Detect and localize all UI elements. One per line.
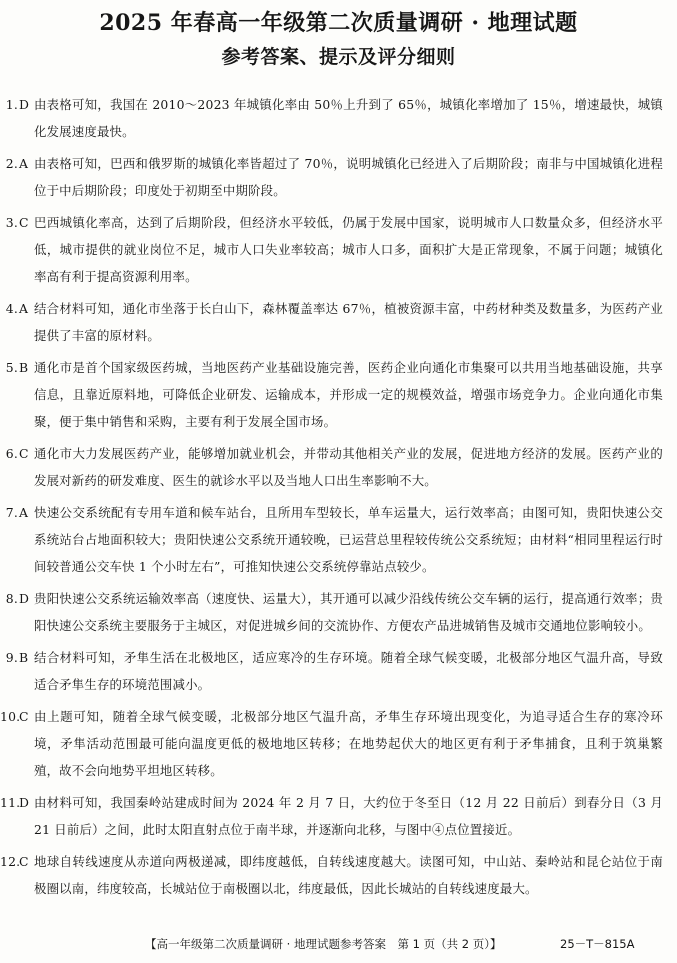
question-number: 7. <box>5 505 18 521</box>
answer-explanation: 贵阳快速公交系统运输效率高（速度快、运量大），其开通可以减少沿线传统公交车辆的运行，提高通行效率；贵阳快速公交系统主要服务于主城区，对促进城乡间的交流协作、方便农产品进城销售及城市交通地位影响较小。 <box>34 591 663 633</box>
answer-choice: B <box>19 360 29 376</box>
footer-code: 25－T－815A <box>560 937 635 951</box>
answer-choice: D <box>19 591 30 607</box>
answer-choice: A <box>19 156 29 172</box>
answer-item-5 <box>5 355 663 435</box>
answer-explanation: 快速公交系统配有专用车道和候车站台，且所用车型较长，单车运量大，运行效率高；由图可知，贵阳快速公交系统站台占地面积较大；贵阳快速公交系统开通较晚，已运营总里程较传统公交系统短；由材料“相同里程运行时间较普通公交车快 1 个小时左右”，可推知快速公交系统停靠站点较少。 <box>34 505 663 574</box>
answer-item-7 <box>5 500 663 580</box>
answer-choice: C <box>19 446 29 462</box>
answer-list <box>0 92 677 909</box>
answer-item-8 <box>5 586 663 639</box>
answer-explanation: 由上题可知，随着全球气候变暖，北极部分地区气温升高，矛隼生存环境出现变化，为追寻适合生存的寒冷环境，矛隼活动范围最可能向温度更低的极地地区转移；在地势起伏大的地区更有利于矛隼捕食，且利于筑巢繁殖，故不会向地势平坦地区转移。 <box>34 709 663 778</box>
question-number: 8. <box>5 591 18 607</box>
question-number: 1. <box>5 97 18 112</box>
answer-choice: D <box>19 795 30 811</box>
question-number: 5. <box>5 360 18 376</box>
answer-explanation: 结合材料可知，通化市坐落于长白山下，森林覆盖率达 67％，植被资源丰富，中药材种类及数量多，为医药产业提供了丰富的原材料。 <box>34 301 663 343</box>
answer-item-9 <box>5 645 663 698</box>
answer-choice: A <box>19 505 29 521</box>
question-number: 11. <box>0 795 21 811</box>
answer-explanation: 由表格可知，巴西和俄罗斯的城镇化率皆超过了 70％，说明城镇化已经进入了后期阶段；南非与中国城镇化进程位于中后期阶段；印度处于初期至中期阶段。 <box>34 156 663 198</box>
answer-item-12 <box>0 849 663 902</box>
question-number: 9. <box>5 650 18 666</box>
answer-choice: B <box>19 650 29 666</box>
answer-explanation: 结合材料可知，矛隼生活在北极地区，适应寒冷的生存环境。随着全球气候变暖，北极部分地区气温升高，导致适合矛隼生存的环境范围减小。 <box>34 650 663 692</box>
question-number: 12. <box>0 854 21 870</box>
answer-choice: C <box>19 854 29 870</box>
footer-page-info: 【高一年级第二次质量调研 · 地理试题参考答案 第 1 页（共 2 页）】 <box>145 937 502 951</box>
question-number: 10. <box>0 709 21 725</box>
answer-item-4 <box>5 296 663 349</box>
page-title: 2025 年春高一年级第二次质量调研 · 地理试题 <box>99 10 578 36</box>
answer-explanation: 通化市是首个国家级医药城，当地医药产业基础设施完善，医药企业向通化市集聚可以共用当地基础设施，共享信息，且靠近原料地，可降低企业研发、运输成本，并形成一定的规模效益，增强市场竞争力。企业向通化市集聚，便于集中销售和采购，主要有利于发展全国市场。 <box>34 360 663 429</box>
answer-item-2 <box>5 151 663 204</box>
answer-explanation: 巴西城镇化率高，达到了后期阶段，但经济水平较低，仍属于发展中国家，说明城市人口数量众多，但经济水平低，城市提供的就业岗位不足，城市人口失业率较高；城市人口多，面积扩大是正常现象，不属于问题；城镇化率高有利于提高资源利用率。 <box>34 215 663 284</box>
answer-item-1 <box>5 92 663 145</box>
page-subtitle: 参考答案、提示及评分细则 <box>221 46 456 68</box>
answer-explanation: 通化市大力发展医药产业，能够增加就业机会，并带动其他相关产业的发展，促进地方经济的发展。医药产业的发展对新药的研发难度、医生的就诊水平以及当地人口出生率影响不大。 <box>34 446 663 488</box>
answer-explanation: 由表格可知，我国在 2010～2023 年城镇化率由 50％上升到了 65％，城镇化率增加了 15％，增速最快，城镇化发展速度最快。 <box>34 97 663 139</box>
question-number: 6. <box>5 446 18 462</box>
answer-explanation: 地球自转线速度从赤道向两极递减，即纬度越低，自转线速度越大。读图可知，中山站、秦岭站和昆仑站位于南极圈以南，纬度较高，长城站位于南极圈以北，纬度最低，因此长城站的自转线速度最大。 <box>34 854 663 897</box>
answer-item-3 <box>5 210 663 290</box>
question-number: 3. <box>5 215 18 231</box>
answer-item-6 <box>5 441 663 494</box>
question-number: 4. <box>5 301 18 317</box>
answer-choice: D <box>19 97 30 112</box>
answer-choice: A <box>19 301 29 317</box>
answer-choice: C <box>19 215 29 231</box>
answer-choice: C <box>19 709 29 725</box>
answer-item-10 <box>0 704 663 784</box>
question-number: 2. <box>5 156 18 172</box>
answer-item-11 <box>0 790 663 843</box>
answer-explanation: 由材料可知，我国秦岭站建成时间为 2024 年 2 月 7 日，大约位于冬至日（12 月 22 日前后）到春分日（3 月 21 日前后）之间，此时太阳直射点位于南半球，并逐渐向北移，与图中④点位置接近。 <box>34 795 663 837</box>
